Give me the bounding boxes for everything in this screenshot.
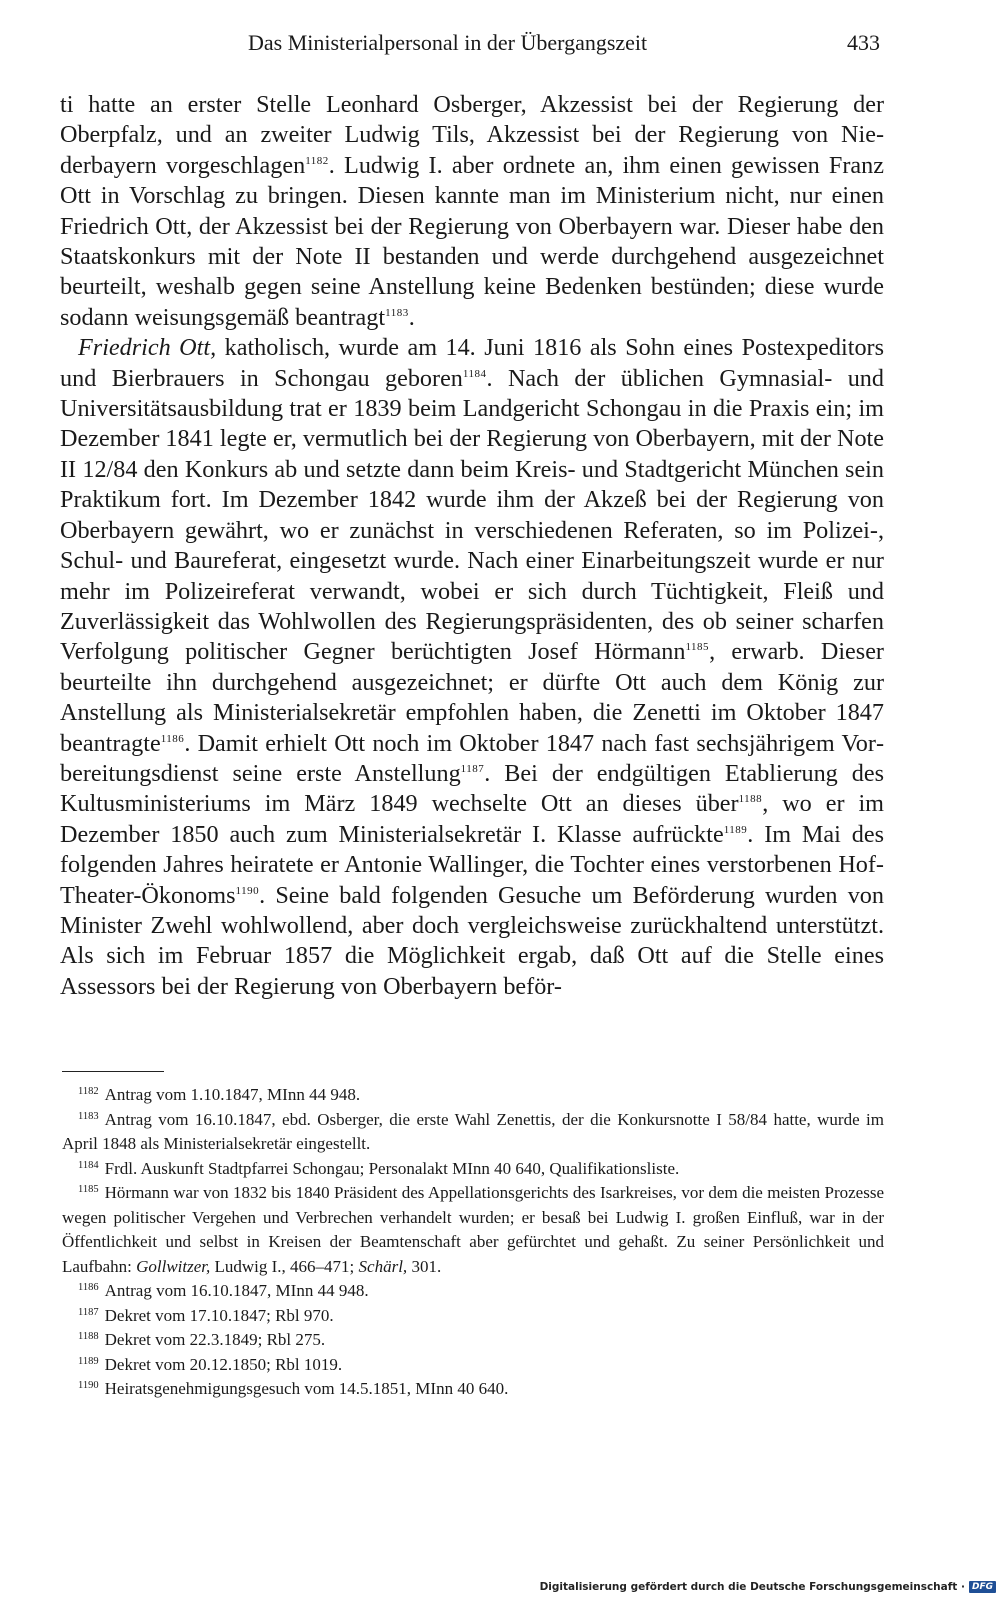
person-name-italic: Friedrich Ott, bbox=[78, 334, 217, 362]
footnote-number: 1184 bbox=[78, 1159, 99, 1171]
footnotes bbox=[62, 1083, 884, 1402]
text-run: . Damit erhielt Ott noch im Oktober 1847 nach fast sechsjährigem Vorbereitungsdienst seine erste Anstellung bbox=[60, 729, 884, 787]
footnote-text: 301. bbox=[407, 1256, 442, 1276]
text-run: . Im Mai des folgenden Jahres heiratete er Antonie Wallinger, die Tochter eines verstorbenen Hof-Theater-Ökonoms bbox=[60, 820, 884, 909]
footnote-number: 1185 bbox=[78, 1184, 99, 1195]
footnote-text: Dekret vom 17.10.1847; Rbl 970. bbox=[104, 1305, 334, 1325]
text-run: . bbox=[408, 303, 415, 331]
footnote-text: Antrag vom 16.10.1847, MInn 44 948. bbox=[104, 1281, 369, 1300]
paragraph-2 bbox=[60, 333, 884, 1002]
footnote-text: Frdl. Auskunft Stadtpfarrei Schongau; Personalakt MInn 40 640, Qualifikationsliste. bbox=[104, 1158, 680, 1178]
text-run: , erwarb. Dieser beurteilte ihn durchgehend ausgezeichnet; er dürfte Ott auch dem König zur Anstellung als Ministerialsekretär empfohlen haben, die Zenetti im Oktober 1847 beantragte bbox=[60, 638, 884, 757]
running-head-title: Das Ministerialpersonal in der Übergangszeit bbox=[248, 30, 648, 55]
digitization-credit bbox=[540, 1578, 996, 1596]
body-text bbox=[60, 90, 884, 1002]
footnote-1184 bbox=[62, 1157, 884, 1182]
footnote-number: 1186 bbox=[78, 1282, 99, 1293]
text-run: ti hatte an erster Stelle Leonhard Osberger, Akzessist bei der Regierung der Oberpfalz, und an zweiter Ludwig Tils, Akzessist bei der Regierung von Niederbayern vorgeschlagen bbox=[60, 91, 884, 179]
text-run: katholisch, wurde am 14. Juni 1816 als Sohn eines Postexpeditors und Bierbrauers in Schongau geboren bbox=[60, 334, 885, 392]
footnote-text: Dekret vom 20.12.1850; Rbl 1019. bbox=[104, 1354, 343, 1374]
footnote-text: Hörmann war von 1832 bis 1840 Präsident des Appellationsgerichts des Isarkreises, vor dem die meisten Prozesse wegen politischer Vergehen und Verbrechen verhandelt wurden; er besaß bei Ludwig I. großen Einfluß, war in der Öffentlichkeit und selbst in Kreisen der Beamtenschaft aber gefürchtet und gehaßt. Zu seiner Persönlichkeit und Laufbahn: bbox=[62, 1183, 884, 1276]
running-head bbox=[60, 30, 880, 62]
footnote-1182 bbox=[62, 1083, 884, 1108]
footnote-ref-1183[interactable]: 1183 bbox=[385, 306, 409, 319]
footnote-text: Ludwig I., 466–471; bbox=[210, 1256, 359, 1276]
text-run: , wo er im Dezember 1850 auch zum Ministerialsekretär I. Klasse aufrückte bbox=[60, 790, 884, 848]
footnote-ref-1187[interactable]: 1187 bbox=[460, 762, 485, 775]
footnote-number: 1182 bbox=[78, 1086, 99, 1097]
footnote-1186 bbox=[62, 1279, 884, 1304]
text-run: . Ludwig I. aber ordnete an, ihm einen gewissen Franz Ott in Vorschlag zu bringen. Diesen kannte man im Ministerium nicht, nur einen Friedrich Ott, der Akzessist bei der Regierung von Oberbayern war. Dieser habe den Staatskonkurs mit der Note II bestanden und werde durchgehend ausgezeichnet beurteilt, weshalb gegen seine Anstellung keine Bedenken bestünden; diese wurde sodann weisungsgemäß beantragt bbox=[60, 151, 884, 331]
footnote-text: Heiratsgenehmigungsgesuch vom 14.5.1851, MInn 40 640. bbox=[104, 1379, 509, 1398]
footnote-ref-1182[interactable]: 1182 bbox=[305, 154, 329, 167]
footnote-ref-1185[interactable]: 1185 bbox=[685, 641, 710, 654]
footnote-text: Antrag vom 16.10.1847, ebd. Osberger, die erste Wahl Zenettis, der die Konkursnotte I 58/84 hatte, wurde im April 1848 als Ministerialsekretär eingestellt. bbox=[62, 1109, 884, 1153]
footnote-1187 bbox=[62, 1304, 884, 1329]
author-ref-italic: Gollwitzer, bbox=[136, 1256, 211, 1276]
footnote-1188 bbox=[62, 1328, 884, 1353]
footnote-ref-1186[interactable]: 1186 bbox=[160, 732, 185, 745]
footnote-ref-1190[interactable]: 1190 bbox=[235, 884, 260, 897]
footnote-number: 1187 bbox=[78, 1306, 99, 1318]
dfg-logo[interactable]: DFG bbox=[969, 1581, 996, 1593]
footnote-number: 1189 bbox=[78, 1355, 99, 1367]
footnote-separator bbox=[62, 1071, 164, 1072]
text-run: . Bei der endgültigen Etablierung des Kultusministeriums im März 1849 wechselte Ott an dieses über bbox=[60, 759, 884, 818]
footnote-number: 1190 bbox=[78, 1380, 99, 1391]
footnote-1190 bbox=[62, 1377, 884, 1402]
page-number: 433 bbox=[847, 30, 880, 55]
footnote-ref-1188[interactable]: 1188 bbox=[738, 793, 763, 806]
footnote-ref-1189[interactable]: 1189 bbox=[723, 823, 748, 836]
footnote-1185 bbox=[62, 1181, 884, 1279]
footnote-text: Dekret vom 22.3.1849; Rbl 275. bbox=[104, 1330, 326, 1349]
footnote-1189 bbox=[62, 1353, 884, 1378]
text-run: . Seine bald folgenden Gesuche um Beförderung wurden von Minister Zwehl wohlwollend, aber doch vergleichsweise zurückhaltend unterstützt. Als sich im Februar 1857 die Möglichkeit ergab, daß Ott auf die Stelle eines Assessors bei der Regierung von Oberbayern beför- bbox=[60, 881, 884, 1000]
footnote-number: 1188 bbox=[78, 1331, 99, 1342]
text-run: . Nach der üblichen Gymnasial- und Universitätsausbildung trat er 1839 beim Landgericht Schongau in die Praxis ein; im Dezember 1841 legte er, vermutlich bei der Regierung von Oberbayern, mit der Note II 12/84 den Konkurs ab und setzte dann beim Kreis- und Stadtgericht München sein Praktikum fort. Im Dezember 1842 wurde ihm der Akzeß bei der Regierung von Oberbayern gewährt, wo er zunächst in verschiedenen Referaten, so im Polizei-, Schul- und Baureferat, eingesetzt wurde. Nach einer Einarbeitungszeit wurde er nur mehr im Polizeireferat verwandt, wobei er sich durch Tüchtigkeit, Fleiß und Zuverlässigkeit das Wohlwollen des Regierungspräsidenten, des ob seiner scharfen Verfolgung politischer Gegner berüchtigten Josef Hörmann bbox=[60, 364, 884, 666]
credit-text: Digitalisierung gefördert durch die Deutsche Forschungsgemeinschaft · bbox=[539, 1581, 965, 1593]
footnote-ref-1184[interactable]: 1184 bbox=[462, 367, 487, 380]
author-ref-italic: Schärl, bbox=[358, 1256, 408, 1276]
footnote-text: Antrag vom 1.10.1847, MInn 44 948. bbox=[104, 1085, 361, 1104]
paragraph-1 bbox=[60, 90, 884, 333]
footnote-1183 bbox=[62, 1108, 884, 1157]
footnote-number: 1183 bbox=[78, 1110, 99, 1122]
